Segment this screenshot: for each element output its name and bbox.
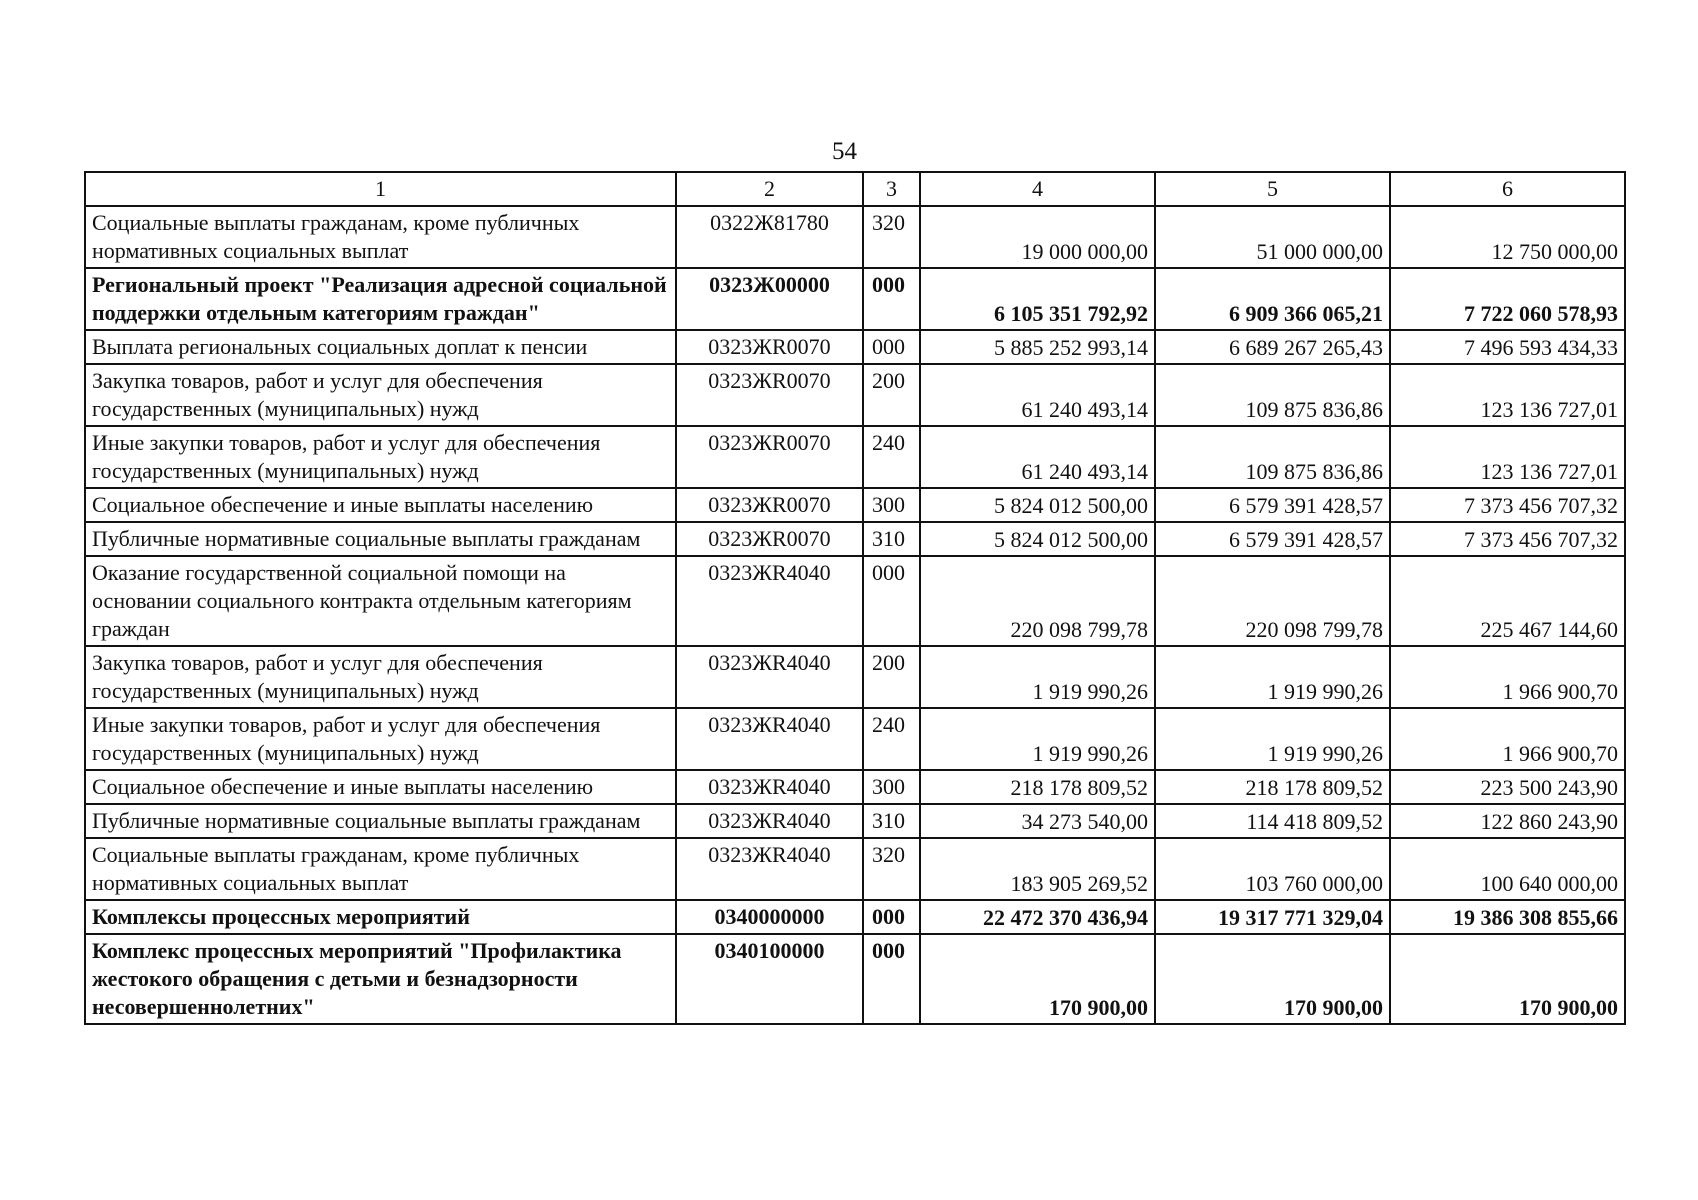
row-kind-cell: 200 (863, 364, 920, 426)
row-value-col4-cell: 1 919 990,26 (920, 646, 1155, 708)
row-code-cell: 0323ЖR4040 (676, 556, 863, 646)
row-code-cell: 0323Ж00000 (676, 268, 863, 330)
row-value-col6-cell: 225 467 144,60 (1390, 556, 1625, 646)
row-value-col5-cell: 103 760 000,00 (1155, 838, 1390, 900)
row-value-col5-cell: 6 579 391 428,57 (1155, 522, 1390, 556)
row-value-col4-cell: 22 472 370 436,94 (920, 900, 1155, 934)
row-code-cell: 0323ЖR4040 (676, 804, 863, 838)
row-code-cell: 0340000000 (676, 900, 863, 934)
row-value-col5-cell: 218 178 809,52 (1155, 770, 1390, 804)
row-name-cell: Социальное обеспечение и иные выплаты населению (85, 488, 676, 522)
row-value-col6-cell: 1 966 900,70 (1390, 708, 1625, 770)
row-value-col5-cell: 109 875 836,86 (1155, 364, 1390, 426)
row-name-cell: Комплексы процессных мероприятий (85, 900, 676, 934)
row-value-col6-cell: 123 136 727,01 (1390, 364, 1625, 426)
row-value-col4-cell: 170 900,00 (920, 934, 1155, 1024)
row-value-col5-cell: 51 000 000,00 (1155, 206, 1390, 268)
row-name-cell: Социальные выплаты гражданам, кроме публичных нормативных социальных выплат (85, 206, 676, 268)
row-value-col5-cell: 170 900,00 (1155, 934, 1390, 1024)
row-name-cell: Оказание государственной социальной помощи на основании социального контракта отдельным категориям граждан (85, 556, 676, 646)
column-header: 5 (1155, 172, 1390, 206)
row-value-col4-cell: 34 273 540,00 (920, 804, 1155, 838)
row-value-col4-cell: 218 178 809,52 (920, 770, 1155, 804)
row-value-col6-cell: 100 640 000,00 (1390, 838, 1625, 900)
row-value-col5-cell: 1 919 990,26 (1155, 708, 1390, 770)
row-value-col4-cell: 61 240 493,14 (920, 426, 1155, 488)
row-code-cell: 0323ЖR0070 (676, 364, 863, 426)
row-value-col5-cell: 6 909 366 065,21 (1155, 268, 1390, 330)
row-kind-cell: 240 (863, 708, 920, 770)
table-row (85, 556, 1625, 646)
row-code-cell: 0323ЖR0070 (676, 522, 863, 556)
row-name-cell: Иные закупки товаров, работ и услуг для обеспечения государственных (муниципальных) нужд (85, 708, 676, 770)
row-value-col6-cell: 7 373 456 707,32 (1390, 488, 1625, 522)
row-kind-cell: 320 (863, 206, 920, 268)
row-value-col4-cell: 5 824 012 500,00 (920, 488, 1155, 522)
column-header: 1 (85, 172, 676, 206)
row-value-col4-cell: 183 905 269,52 (920, 838, 1155, 900)
row-code-cell: 0323ЖR4040 (676, 708, 863, 770)
table-row (85, 708, 1625, 770)
row-value-col6-cell: 170 900,00 (1390, 934, 1625, 1024)
row-value-col4-cell: 19 000 000,00 (920, 206, 1155, 268)
table-row (85, 934, 1625, 1024)
row-kind-cell: 310 (863, 804, 920, 838)
row-value-col5-cell: 109 875 836,86 (1155, 426, 1390, 488)
row-value-col5-cell: 6 579 391 428,57 (1155, 488, 1390, 522)
row-value-col6-cell: 19 386 308 855,66 (1390, 900, 1625, 934)
row-code-cell: 0323ЖR0070 (676, 488, 863, 522)
row-value-col6-cell: 7 373 456 707,32 (1390, 522, 1625, 556)
table-row (85, 206, 1625, 268)
row-name-cell: Социальное обеспечение и иные выплаты населению (85, 770, 676, 804)
row-kind-cell: 000 (863, 330, 920, 364)
budget-table (84, 171, 1626, 1025)
table-row (85, 770, 1625, 804)
table-row (85, 522, 1625, 556)
row-value-col6-cell: 223 500 243,90 (1390, 770, 1625, 804)
table-row (85, 488, 1625, 522)
table-row (85, 330, 1625, 364)
row-value-col6-cell: 122 860 243,90 (1390, 804, 1625, 838)
row-value-col6-cell: 12 750 000,00 (1390, 206, 1625, 268)
row-kind-cell: 300 (863, 488, 920, 522)
row-name-cell: Публичные нормативные социальные выплаты гражданам (85, 522, 676, 556)
row-code-cell: 0322Ж81780 (676, 206, 863, 268)
table-row (85, 364, 1625, 426)
row-name-cell: Социальные выплаты гражданам, кроме публичных нормативных социальных выплат (85, 838, 676, 900)
row-name-cell: Закупка товаров, работ и услуг для обеспечения государственных (муниципальных) нужд (85, 646, 676, 708)
row-kind-cell: 310 (863, 522, 920, 556)
row-value-col6-cell: 7 496 593 434,33 (1390, 330, 1625, 364)
row-kind-cell: 240 (863, 426, 920, 488)
column-header: 4 (920, 172, 1155, 206)
row-kind-cell: 000 (863, 268, 920, 330)
row-value-col4-cell: 5 885 252 993,14 (920, 330, 1155, 364)
row-value-col4-cell: 61 240 493,14 (920, 364, 1155, 426)
row-value-col4-cell: 1 919 990,26 (920, 708, 1155, 770)
row-value-col5-cell: 114 418 809,52 (1155, 804, 1390, 838)
row-name-cell: Иные закупки товаров, работ и услуг для обеспечения государственных (муниципальных) нужд (85, 426, 676, 488)
table-row (85, 268, 1625, 330)
table-row (85, 900, 1625, 934)
row-value-col5-cell: 1 919 990,26 (1155, 646, 1390, 708)
row-kind-cell: 000 (863, 900, 920, 934)
table-row (85, 426, 1625, 488)
table-row (85, 804, 1625, 838)
row-value-col4-cell: 6 105 351 792,92 (920, 268, 1155, 330)
row-code-cell: 0323ЖR0070 (676, 426, 863, 488)
table-header-row (85, 172, 1625, 206)
row-code-cell: 0323ЖR4040 (676, 770, 863, 804)
table-row (85, 646, 1625, 708)
row-code-cell: 0323ЖR0070 (676, 330, 863, 364)
column-header: 3 (863, 172, 920, 206)
row-code-cell: 0323ЖR4040 (676, 646, 863, 708)
row-value-col5-cell: 220 098 799,78 (1155, 556, 1390, 646)
row-name-cell: Региональный проект "Реализация адресной социальной поддержки отдельным категориям граждан" (85, 268, 676, 330)
column-header: 2 (676, 172, 863, 206)
row-value-col5-cell: 19 317 771 329,04 (1155, 900, 1390, 934)
row-value-col4-cell: 220 098 799,78 (920, 556, 1155, 646)
row-value-col4-cell: 5 824 012 500,00 (920, 522, 1155, 556)
row-value-col6-cell: 123 136 727,01 (1390, 426, 1625, 488)
table-row (85, 838, 1625, 900)
row-name-cell: Комплекс процессных мероприятий "Профилактика жестокого обращения с детьми и безнадзорности несовершеннолетних" (85, 934, 676, 1024)
row-name-cell: Публичные нормативные социальные выплаты гражданам (85, 804, 676, 838)
row-kind-cell: 200 (863, 646, 920, 708)
row-kind-cell: 300 (863, 770, 920, 804)
column-header: 6 (1390, 172, 1625, 206)
row-value-col6-cell: 7 722 060 578,93 (1390, 268, 1625, 330)
row-name-cell: Закупка товаров, работ и услуг для обеспечения государственных (муниципальных) нужд (85, 364, 676, 426)
row-code-cell: 0323ЖR4040 (676, 838, 863, 900)
row-kind-cell: 000 (863, 556, 920, 646)
row-name-cell: Выплата региональных социальных доплат к пенсии (85, 330, 676, 364)
row-value-col6-cell: 1 966 900,70 (1390, 646, 1625, 708)
row-kind-cell: 000 (863, 934, 920, 1024)
page-number-text: 54 (832, 138, 857, 165)
row-value-col5-cell: 6 689 267 265,43 (1155, 330, 1390, 364)
row-code-cell: 0340100000 (676, 934, 863, 1024)
row-kind-cell: 320 (863, 838, 920, 900)
